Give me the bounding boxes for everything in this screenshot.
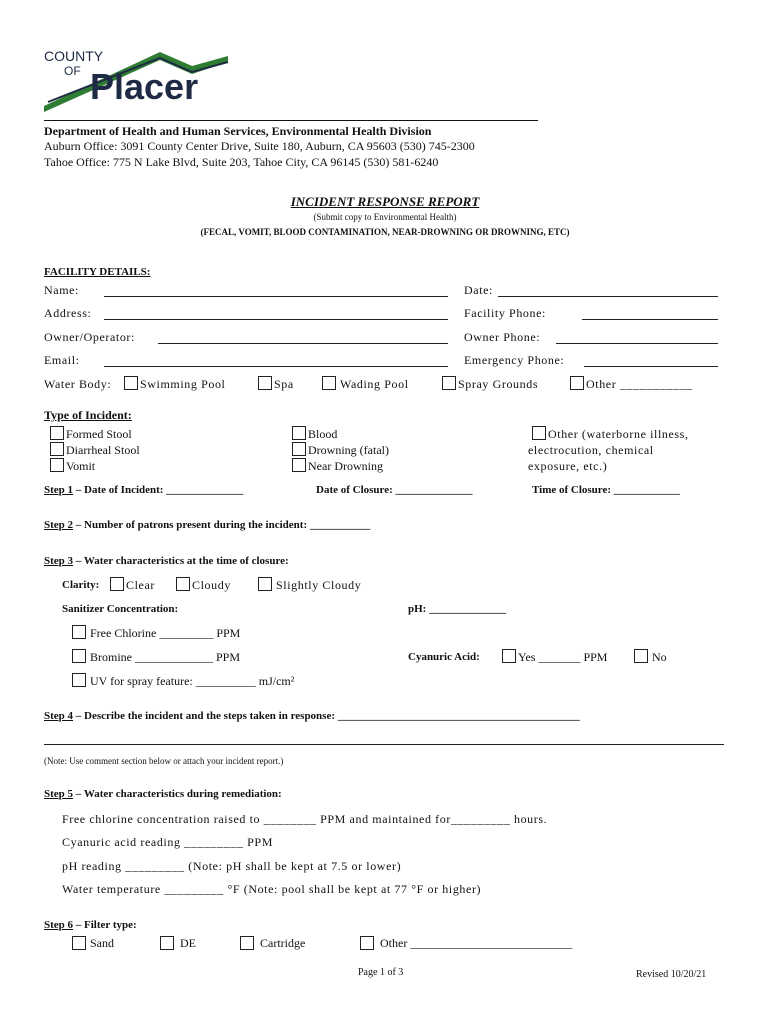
cyanuric-acid-reading: Cyanuric acid reading _________ PPM [62,835,273,849]
facility-phone-field[interactable] [582,319,718,320]
step-6-row [44,919,137,931]
report-subtitle: (Submit copy to Environmental Health) [313,212,457,222]
logo-county-text: COUNTY [44,48,104,64]
revision-date: Revised 10/20/21 [636,969,707,980]
free-chlorine-raised: Free chlorine concentration raised to ________ PPM and maintained for_________ hours. [62,812,548,826]
clarity-label: Clarity: [62,579,100,591]
date-of-closure: Date of Closure: ______________ [316,484,473,496]
ph-field[interactable]: pH: ______________ [408,603,507,615]
step-6-text: – Filter type: [75,919,137,931]
drowning-fatal-checkbox[interactable] [292,442,306,456]
spa-checkbox[interactable] [258,376,272,390]
other-filter-label: Other ___________________________ [380,936,573,950]
cyanuric-no-label: No [652,650,667,664]
address-field[interactable] [104,319,448,320]
swimming-pool-label: Swimming Pool [140,377,226,391]
logo-placer-text: Placer [90,66,199,107]
other-incident-label-2: electrocution, chemical [528,443,654,457]
date-label: Date: [464,283,493,297]
clear-checkbox[interactable] [110,577,124,591]
name-label: Name: [44,283,79,297]
step-5-text: – Water characteristics during remediation: [75,788,282,800]
formed-stool-checkbox[interactable] [50,426,64,440]
date-field[interactable] [498,296,718,297]
owner-phone-label: Owner Phone: [464,330,541,344]
vomit-checkbox[interactable] [50,458,64,472]
step-4-note: (Note: Use comment section below or attach your incident report.) [44,756,284,766]
other-filter-checkbox[interactable] [360,936,374,950]
step-6-label: Step 6 [44,919,74,931]
email-label: Email: [44,353,80,367]
facility-phone-label: Facility Phone: [464,306,546,320]
formed-stool-label: Formed Stool [66,427,132,441]
name-field[interactable] [104,296,448,297]
cloudy-checkbox[interactable] [176,577,190,591]
water-body-label: Water Body: [44,377,112,391]
step-2-row [44,519,370,531]
step-4-label: Step 4 [44,710,74,722]
report-title: INCIDENT RESPONSE REPORT [290,194,480,209]
cyanuric-yes-label: Yes _______ PPM [518,650,608,664]
owner-phone-field[interactable] [556,343,718,344]
patrons-present: – Number of patrons present during the incident: ___________ [75,519,371,531]
cyanuric-acid-label: Cyanuric Acid: [408,651,480,663]
step-4-row [44,710,580,722]
wading-pool-checkbox[interactable] [322,376,336,390]
tahoe-office: Tahoe Office: 775 N Lake Blvd, Suite 203, Tahoe City, CA 96145 (530) 581-6240 [44,155,439,169]
spray-grounds-checkbox[interactable] [442,376,456,390]
cyanuric-yes-checkbox[interactable] [502,649,516,663]
sand-label: Sand [90,936,114,950]
logo-of-text: OF [64,64,81,78]
de-checkbox[interactable] [160,936,174,950]
step-3-text: – Water characteristics at the time of closure: [75,555,289,567]
cartridge-checkbox[interactable] [240,936,254,950]
swimming-pool-checkbox[interactable] [124,376,138,390]
email-field[interactable] [104,366,448,367]
clear-label: Clear [126,578,155,592]
other-incident-label-3: exposure, etc.) [528,459,608,473]
placer-county-logo [42,44,232,116]
other-incident-label: Other (waterborne illness, [548,427,689,441]
date-of-incident: – Date of Incident: ______________ [75,484,244,496]
drowning-fatal-label: Drowning (fatal) [308,443,389,457]
blood-label: Blood [308,427,338,441]
uv-label: UV for spray feature: __________ mJ/cm² [90,674,295,688]
bromine-label: Bromine _____________ PPM [90,650,241,664]
ph-reading: pH reading _________ (Note: pH shall be kept at 7.5 or lower) [62,859,402,873]
de-label: DE [180,936,196,950]
step-2-label: Step 2 [44,519,74,531]
step-3-row [44,555,289,567]
department-heading: Department of Health and Human Services, Environmental Health Division [44,124,432,138]
vomit-label: Vomit [66,459,96,473]
uv-checkbox[interactable] [72,673,86,687]
step-5-label: Step 5 [44,788,74,800]
owner-field[interactable] [158,343,448,344]
slightly-cloudy-label: Slightly Cloudy [276,578,362,592]
other-water-body-label: Other ___________ [586,377,693,391]
near-drowning-label: Near Drowning [308,459,383,473]
spray-grounds-label: Spray Grounds [458,377,539,391]
step-5-row [44,788,282,800]
free-chlorine-checkbox[interactable] [72,625,86,639]
diarrheal-stool-checkbox[interactable] [50,442,64,456]
incident-types-subtitle: (FECAL, VOMIT, BLOOD CONTAMINATION, NEAR-DROWNING OR DROWNING, ETC) [200,227,570,237]
cyanuric-no-checkbox[interactable] [634,649,648,663]
spa-label: Spa [274,377,294,391]
header-rule [44,120,538,121]
sanitizer-concentration-label: Sanitizer Concentration: [62,603,179,615]
slightly-cloudy-checkbox[interactable] [258,577,272,591]
other-water-body-checkbox[interactable] [570,376,584,390]
incident-type-heading: Type of Incident: [44,408,132,422]
emergency-phone-label: Emergency Phone: [464,353,565,367]
step-4-text: – Describe the incident and the steps taken in response: ____________________________________________ [75,710,580,722]
blood-checkbox[interactable] [292,426,306,440]
free-chlorine-label: Free Chlorine _________ PPM [90,626,241,640]
incident-description-line[interactable] [44,744,724,745]
step-3-label: Step 3 [44,555,74,567]
time-of-closure: Time of Closure: ____________ [532,484,680,496]
cartridge-label: Cartridge [260,936,306,950]
cloudy-label: Cloudy [192,578,231,592]
other-incident-checkbox[interactable] [532,426,546,440]
auburn-office: Auburn Office: 3091 County Center Drive, Suite 180, Auburn, CA 95603 (530) 745-2300 [44,139,475,153]
facility-details-heading: FACILITY DETAILS: [44,266,151,278]
water-temperature: Water temperature _________ °F (Note: pool shall be kept at 77 °F or higher) [62,882,482,896]
address-label: Address: [44,306,92,320]
step-1-label: Step 1 [44,484,74,496]
step-1-row [44,484,243,496]
page-number: Page 1 of 3 [358,967,404,978]
wading-pool-label: Wading Pool [340,377,409,391]
diarrheal-stool-label: Diarrheal Stool [66,443,140,457]
owner-label: Owner/Operator: [44,330,135,344]
sand-checkbox[interactable] [72,936,86,950]
near-drowning-checkbox[interactable] [292,458,306,472]
emergency-phone-field[interactable] [584,366,718,367]
bromine-checkbox[interactable] [72,649,86,663]
